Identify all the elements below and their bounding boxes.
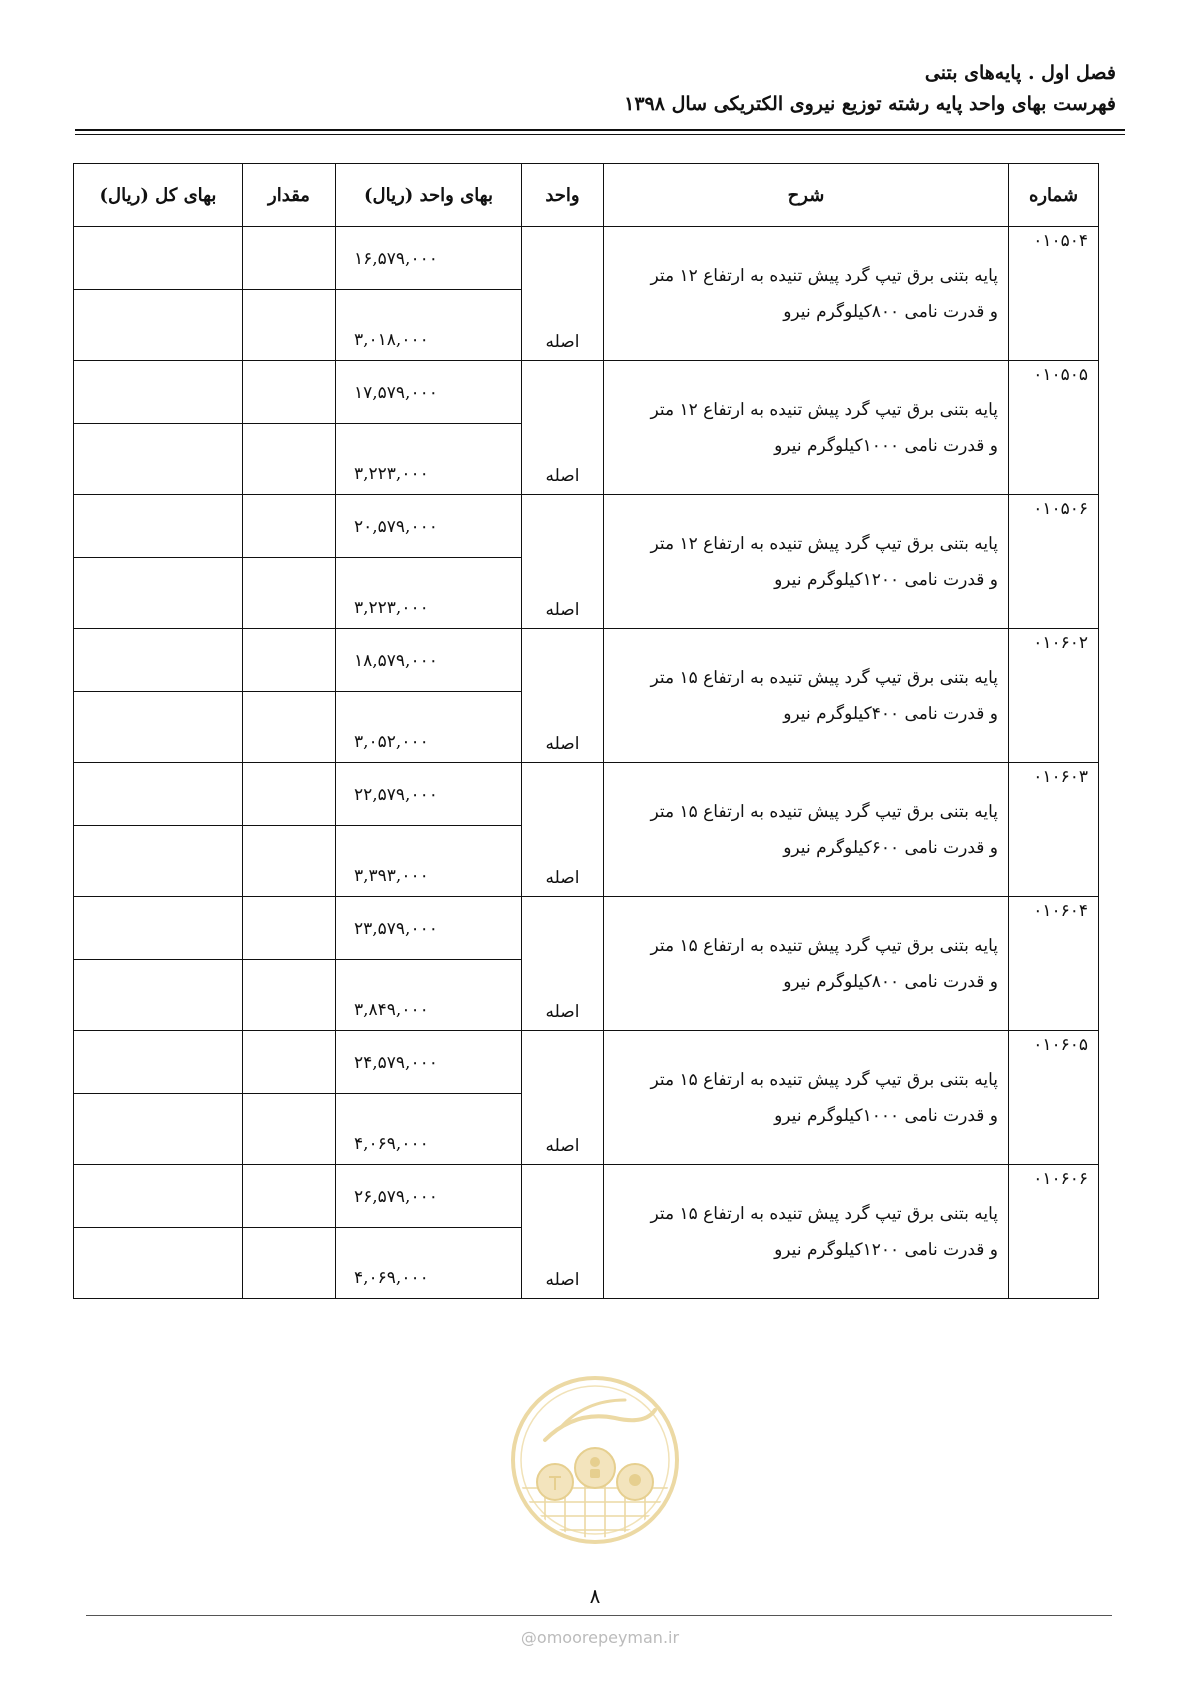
footer-rule	[86, 1615, 1112, 1616]
item-total-price-cell	[74, 495, 243, 558]
table-row	[74, 495, 1099, 558]
item-unit: اصله	[522, 1165, 604, 1299]
item-unit-price-secondary: ۳,۰۵۲,۰۰۰	[336, 692, 522, 763]
header-rule-thick	[75, 129, 1125, 131]
item-unit-price-primary: ۲۴,۵۷۹,۰۰۰	[336, 1031, 522, 1094]
item-unit-price-primary: ۱۸,۵۷۹,۰۰۰	[336, 629, 522, 692]
item-description	[604, 495, 1009, 629]
document-title: فهرست بهای واحد پایه رشته توزیع نیروی الکتریکی سال ۱۳۹۸	[624, 93, 1116, 115]
item-unit-price-primary: ۱۶,۵۷۹,۰۰۰	[336, 227, 522, 290]
item-total-price-cell	[74, 897, 243, 960]
price-list-table	[73, 163, 1099, 1299]
page-number: ۸	[570, 1584, 620, 1608]
item-number: ۰۱۰۵۰۴	[1009, 227, 1099, 361]
item-unit: اصله	[522, 629, 604, 763]
page-header	[71, 58, 1116, 120]
item-total-price-cell	[74, 1228, 243, 1299]
item-description-line1: پایه بتنی برق تیپ گرد پیش تنیده به ارتفاع ۱۵ متر	[650, 1203, 998, 1224]
item-total-price-cell	[74, 361, 243, 424]
table-row	[74, 897, 1099, 960]
column-header-description: شرح	[604, 164, 1009, 227]
table-row	[74, 763, 1099, 826]
item-description	[604, 897, 1009, 1031]
item-unit: اصله	[522, 1031, 604, 1165]
item-quantity-cell	[243, 897, 336, 960]
item-unit-price-primary: ۱۷,۵۷۹,۰۰۰	[336, 361, 522, 424]
table-row	[74, 629, 1099, 692]
item-quantity-cell	[243, 692, 336, 763]
website-watermark: @omoorepeyman.ir	[520, 1628, 680, 1647]
item-description-line1: پایه بتنی برق تیپ گرد پیش تنیده به ارتفاع ۱۲ متر	[650, 265, 998, 286]
item-unit-price-primary: ۲۶,۵۷۹,۰۰۰	[336, 1165, 522, 1228]
column-header-unit: واحد	[522, 164, 604, 227]
item-unit-price-secondary: ۳,۰۱۸,۰۰۰	[336, 290, 522, 361]
item-quantity-cell	[243, 826, 336, 897]
item-unit-price-secondary: ۴,۰۶۹,۰۰۰	[336, 1228, 522, 1299]
item-total-price-cell	[74, 290, 243, 361]
watermark-seal-logo	[505, 1370, 685, 1550]
item-description-line2: و قدرت نامی ۱۲۰۰کیلوگرم نیرو	[774, 1239, 998, 1260]
column-header-number: شماره	[1009, 164, 1099, 227]
item-number: ۰۱۰۶۰۴	[1009, 897, 1099, 1031]
item-quantity-cell	[243, 290, 336, 361]
item-unit-price-secondary: ۳,۸۴۹,۰۰۰	[336, 960, 522, 1031]
item-description	[604, 227, 1009, 361]
item-unit: اصله	[522, 227, 604, 361]
item-number: ۰۱۰۵۰۶	[1009, 495, 1099, 629]
item-description-line2: و قدرت نامی ۱۰۰۰کیلوگرم نیرو	[774, 1105, 998, 1126]
item-number: ۰۱۰۶۰۵	[1009, 1031, 1099, 1165]
item-total-price-cell	[74, 826, 243, 897]
table-row	[74, 361, 1099, 424]
table-row	[74, 227, 1099, 290]
item-description-line1: پایه بتنی برق تیپ گرد پیش تنیده به ارتفاع ۱۲ متر	[650, 399, 998, 420]
item-total-price-cell	[74, 558, 243, 629]
item-total-price-cell	[74, 692, 243, 763]
item-unit-price-primary: ۲۰,۵۷۹,۰۰۰	[336, 495, 522, 558]
item-quantity-cell	[243, 558, 336, 629]
table-header-row	[74, 164, 1099, 227]
item-total-price-cell	[74, 1165, 243, 1228]
item-quantity-cell	[243, 1165, 336, 1228]
item-total-price-cell	[74, 1094, 243, 1165]
item-quantity-cell	[243, 629, 336, 692]
item-unit-price-secondary: ۳,۳۹۳,۰۰۰	[336, 826, 522, 897]
item-number: ۰۱۰۶۰۳	[1009, 763, 1099, 897]
item-description-line2: و قدرت نامی ۴۰۰کیلوگرم نیرو	[783, 703, 998, 724]
item-quantity-cell	[243, 1228, 336, 1299]
header-rule-thin	[75, 134, 1125, 135]
item-quantity-cell	[243, 1031, 336, 1094]
item-total-price-cell	[74, 629, 243, 692]
item-description	[604, 763, 1009, 897]
item-unit: اصله	[522, 361, 604, 495]
item-description-line2: و قدرت نامی ۱۰۰۰کیلوگرم نیرو	[774, 435, 998, 456]
column-header-quantity: مقدار	[243, 164, 336, 227]
column-header-unit-price: بهای واحد (ریال)	[336, 164, 522, 227]
item-total-price-cell	[74, 424, 243, 495]
table-body	[74, 227, 1099, 1299]
item-description-line2: و قدرت نامی ۸۰۰کیلوگرم نیرو	[783, 971, 998, 992]
item-description	[604, 629, 1009, 763]
item-description-line2: و قدرت نامی ۱۲۰۰کیلوگرم نیرو	[774, 569, 998, 590]
item-description	[604, 1165, 1009, 1299]
item-total-price-cell	[74, 1031, 243, 1094]
item-unit-price-primary: ۲۳,۵۷۹,۰۰۰	[336, 897, 522, 960]
chapter-title: فصل اول . پایه‌های بتنی	[924, 62, 1116, 84]
item-description-line1: پایه بتنی برق تیپ گرد پیش تنیده به ارتفاع ۱۲ متر	[650, 533, 998, 554]
item-quantity-cell	[243, 361, 336, 424]
item-quantity-cell	[243, 960, 336, 1031]
item-quantity-cell	[243, 495, 336, 558]
item-description-line1: پایه بتنی برق تیپ گرد پیش تنیده به ارتفاع ۱۵ متر	[650, 801, 998, 822]
item-number: ۰۱۰۶۰۲	[1009, 629, 1099, 763]
item-unit-price-secondary: ۳,۲۲۳,۰۰۰	[336, 558, 522, 629]
item-number: ۰۱۰۵۰۵	[1009, 361, 1099, 495]
column-header-total-price: بهای کل (ریال)	[74, 164, 243, 227]
item-unit: اصله	[522, 495, 604, 629]
item-description-line2: و قدرت نامی ۸۰۰کیلوگرم نیرو	[783, 301, 998, 322]
item-description	[604, 1031, 1009, 1165]
item-quantity-cell	[243, 227, 336, 290]
item-quantity-cell	[243, 424, 336, 495]
item-unit-price-primary: ۲۲,۵۷۹,۰۰۰	[336, 763, 522, 826]
item-total-price-cell	[74, 227, 243, 290]
item-quantity-cell	[243, 763, 336, 826]
item-quantity-cell	[243, 1094, 336, 1165]
table-row	[74, 1031, 1099, 1094]
item-total-price-cell	[74, 763, 243, 826]
item-number: ۰۱۰۶۰۶	[1009, 1165, 1099, 1299]
item-unit-price-secondary: ۴,۰۶۹,۰۰۰	[336, 1094, 522, 1165]
table-row	[74, 1165, 1099, 1228]
item-unit: اصله	[522, 763, 604, 897]
item-description-line1: پایه بتنی برق تیپ گرد پیش تنیده به ارتفاع ۱۵ متر	[650, 667, 998, 688]
item-unit: اصله	[522, 897, 604, 1031]
item-description-line1: پایه بتنی برق تیپ گرد پیش تنیده به ارتفاع ۱۵ متر	[650, 935, 998, 956]
item-description-line1: پایه بتنی برق تیپ گرد پیش تنیده به ارتفاع ۱۵ متر	[650, 1069, 998, 1090]
item-total-price-cell	[74, 960, 243, 1031]
item-description-line2: و قدرت نامی ۶۰۰کیلوگرم نیرو	[783, 837, 998, 858]
item-unit-price-secondary: ۳,۲۲۳,۰۰۰	[336, 424, 522, 495]
item-description	[604, 361, 1009, 495]
